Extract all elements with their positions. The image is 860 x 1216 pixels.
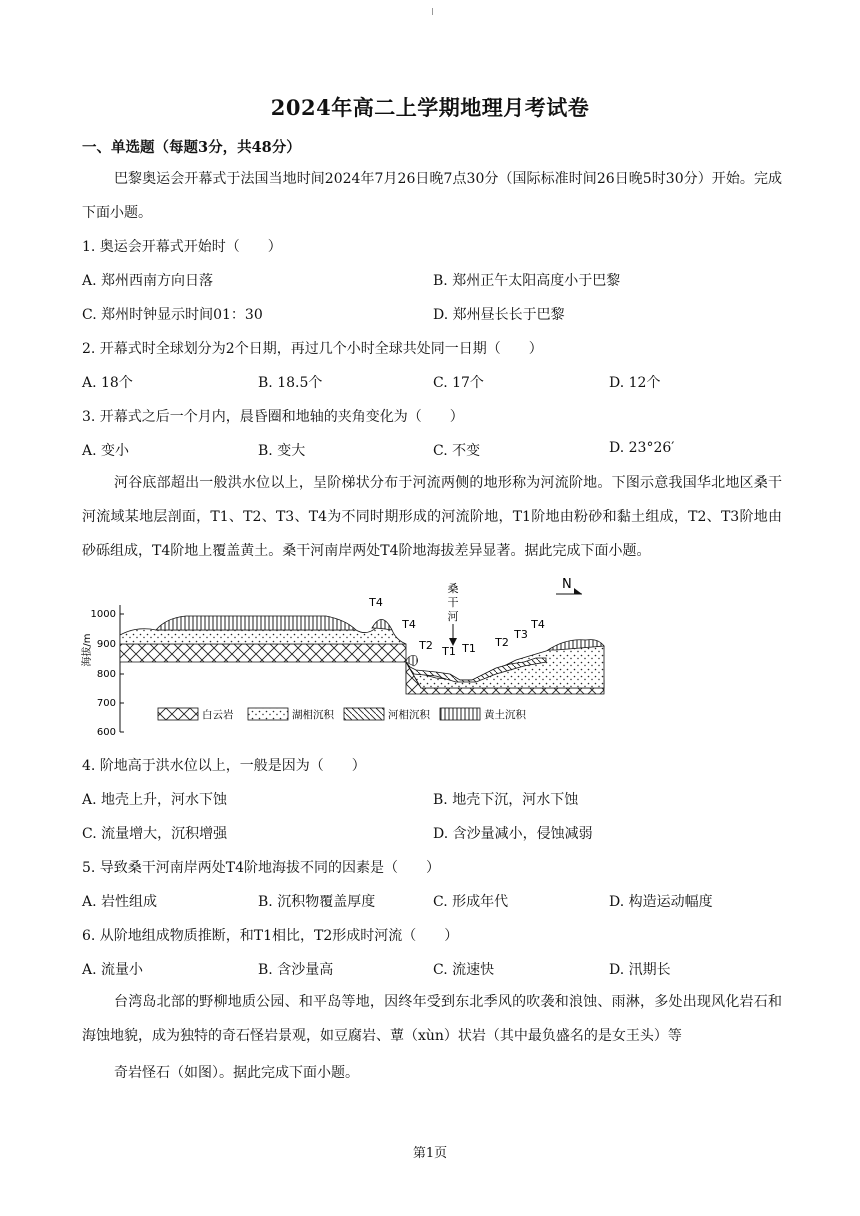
dolomite-left: [120, 644, 406, 662]
q5-option-b: B. 沉积物覆盖厚度: [258, 894, 376, 910]
north-label: N: [562, 577, 572, 592]
q5-option-d: D. 构造运动幅度: [609, 894, 713, 910]
question-1: 1. 奥运会开幕式开始时（ ）: [82, 239, 282, 255]
q3-option-c: C. 不变: [433, 443, 481, 459]
legend-loess: 黄土沉积: [484, 709, 526, 721]
passage-3: 台湾岛北部的野柳地质公园、和平岛等地，因终年受到东北季风的吹袭和浪蚀、雨淋，多处出现风化岩石和海蚀地貌，成为独特的奇石怪岩景观，如豆腐岩、蕈（xùn）状岩（其中最负盛名的是女王头）等: [82, 994, 782, 1044]
q3-option-b: B. 变大: [258, 443, 306, 459]
river-label-char-1: 桑: [447, 582, 459, 595]
y-tick-800: 800: [96, 669, 116, 680]
loess-t4-left: [372, 619, 392, 630]
q6-option-b: B. 含沙量高: [258, 962, 334, 978]
q3-option-a: A. 变小: [82, 443, 130, 459]
q4-option-c: C. 流量增大，沉积增强: [82, 826, 228, 842]
passage-3-tail: 奇岩怪石（如图）。据此完成下面小题。: [114, 1065, 359, 1081]
q5-option-a: A. 岩性组成: [82, 894, 158, 910]
terrace-label-t1-a: T1: [442, 645, 456, 658]
exam-title: 2024年高二上学期地理月考试卷: [270, 95, 590, 120]
y-tick-1000: 1000: [90, 609, 116, 620]
legend-swatch-river: [344, 708, 384, 720]
question-6: 6. 从阶地组成物质推断，和T1相比，T2形成时河流（ ）: [82, 928, 459, 944]
legend-swatch-lake: [248, 708, 288, 720]
q1-option-a: A. 郑州西南方向日落: [82, 273, 214, 289]
terrace-label-t4-c: T4: [531, 618, 545, 631]
legend-river: 河相沉积: [388, 709, 430, 721]
river-label-char-2: 干: [447, 596, 459, 609]
river-label-char-3: 河: [447, 610, 459, 623]
y-tick-700: 700: [96, 698, 116, 709]
y-axis-label: 海拔/m: [82, 633, 93, 667]
page-number: 第1页: [412, 1146, 448, 1161]
q6-option-a: A. 流量小: [82, 962, 144, 978]
legend-swatch-dolomite: [158, 708, 198, 720]
terrace-label-t4-a: T4: [369, 596, 383, 609]
q3-option-d: D. 23°26′: [609, 440, 675, 456]
terrace-label-t2-a: T2: [419, 639, 433, 652]
top-tick-mark: [432, 8, 433, 15]
q4-option-a: A. 地壳上升，河水下蚀: [82, 792, 228, 808]
q6-option-c: C. 流速快: [433, 962, 495, 978]
q6-option-d: D. 汛期长: [609, 962, 671, 978]
question-4: 4. 阶地高于洪水位以上，一般是因为（ ）: [82, 758, 366, 774]
terrace-cross-section-figure: [76, 570, 616, 740]
loess-left: [156, 616, 356, 630]
terrace-label-t4-b: T4: [402, 618, 416, 631]
legend-lake: 湖相沉积: [292, 709, 334, 721]
section-heading: 一、单选题（每题3分，共48分）: [82, 139, 301, 156]
q2-option-d: D. 12个: [609, 375, 661, 391]
q1-option-c: C. 郑州时钟显示时间01：30: [82, 307, 263, 323]
question-2: 2. 开幕式时全球划分为2个日期，再过几个小时全球共处同一日期（ ）: [82, 341, 543, 357]
q1-option-d: D. 郑州昼长长于巴黎: [433, 307, 565, 323]
y-tick-600: 600: [96, 727, 116, 738]
question-3: 3. 开幕式之后一个月内，晨昏圈和地轴的夹角变化为（ ）: [82, 409, 464, 425]
q4-option-d: D. 含沙量减小，侵蚀减弱: [433, 826, 593, 842]
q4-option-b: B. 地壳下沉，河水下蚀: [433, 792, 579, 808]
q2-option-a: A. 18个: [82, 375, 133, 391]
legend-dolomite: 白云岩: [202, 709, 234, 721]
legend-swatch-loess: [440, 708, 480, 720]
passage-2: 河谷底部超出一般洪水位以上，呈阶梯状分布于河流两侧的地形称为河流阶地。下图示意我国华北地区桑干河流域某地层剖面，T1、T2、T3、T4为不同时期形成的河流阶地，T1阶地由粉砂和黏土组成，T2、T3阶地由砂砾组成，T4阶地上覆盖黄土。桑干河南岸两处T4阶地海拔差异显著。据此完成下面小题。: [82, 475, 782, 559]
q2-option-c: C. 17个: [433, 375, 484, 391]
passage-1: 巴黎奥运会开幕式于法国当地时间2024年7月26日晚7点30分（国际标准时间26日晚5时30分）开始。完成下面小题。: [82, 171, 782, 221]
terrace-label-t1-b: T1: [462, 642, 476, 655]
q2-option-b: B. 18.5个: [258, 375, 323, 391]
q5-option-c: C. 形成年代: [433, 894, 509, 910]
question-5: 5. 导致桑干河南岸两处T4阶地海拔不同的因素是（ ）: [82, 860, 441, 876]
terrace-label-t2-b: T2: [495, 636, 509, 649]
q1-option-b: B. 郑州正午太阳高度小于巴黎: [433, 273, 621, 289]
y-tick-900: 900: [96, 639, 116, 650]
terrace-label-t3: T3: [514, 628, 528, 641]
